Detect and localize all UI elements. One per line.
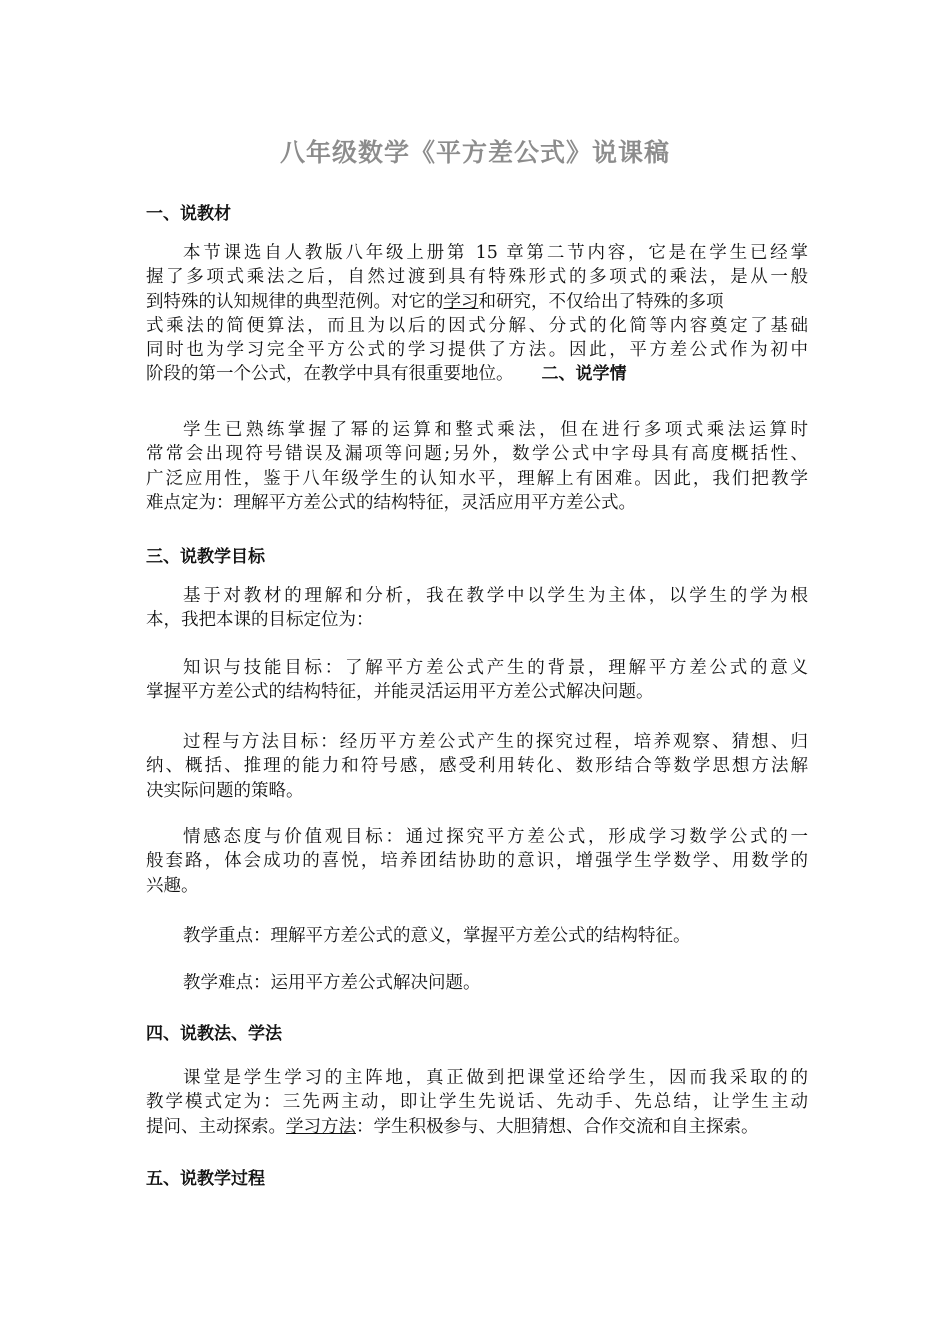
paragraph-line: 课堂是学生学习的主阵地，真正做到把课堂还给学生，因而我采取的的 [183,1068,808,1088]
section-heading-methods: 四、说教法、学法 [146,1024,282,1044]
paragraph-line: 教学重点：理解平方差公式的意义，掌握平方差公式的结构特征。 [183,926,691,946]
paragraph-line: 过程与方法目标：经历平方差公式产生的探究过程，培养观察、猜想、归 [183,732,808,752]
paragraph-line: 知识与技能目标：了解平方差公式产生的背景，理解平方差公式的意义 [183,658,808,678]
paragraph-line [146,362,808,386]
section-heading-teaching-process: 五、说教学过程 [146,1169,265,1189]
key-point-paragraph [146,924,808,948]
paragraph-line: 般套路，体会成功的喜悦，培养团结协助的意识，增强学生学数学、用数学的 [146,851,808,872]
difficulty-paragraph [146,971,808,995]
paragraph-line: 握了多项式乘法之后，自然过渡到具有特殊形式的多项式的乘法，是从一般 [146,267,808,288]
link-study[interactable]: 学习 [443,291,479,312]
paragraph-line: 情感态度与价值观目标：通过探究平方差公式，形成学习数学公式的一 [183,827,808,847]
paragraph-line: 教学难点：运用平方差公式解决问题。 [183,973,481,993]
goals-intro-paragraph [146,584,808,633]
paragraph-line: 同时也为学习完全平方公式的学习提供了方法。因此，平方差公式作为初中 [146,340,808,361]
goals-process-paragraph [146,730,808,803]
section-heading-teaching-material: 一、说教材 [146,204,231,224]
section-heading-teaching-goals: 三、说教学目标 [146,547,265,567]
text-segment: 和研究，不仅给出了特殊的多项 [478,291,724,312]
paragraph-line: 难点定为：理解平方差公式的结构特征，灵活应用平方差公式。 [146,492,636,513]
text-segment: 到特殊的认知规律的典型范例。对它的 [146,291,444,312]
link-study-method[interactable]: 学习方法 [286,1116,356,1137]
page-title: 八年级数学《平方差公式》说课稿 [279,138,670,167]
section-teaching-material-paragraph [146,241,808,387]
paragraph-line: 广泛应用性，鉴于八年级学生的认知水平，理解上有困难。因此，我们把教学 [146,468,808,489]
goals-knowledge-paragraph [146,656,808,705]
paragraph-line: 兴趣。 [146,875,199,896]
paragraph-line: 纳、概括、推理的能力和符号感，感受利用转化、数形结合等数学思想方法解 [146,756,808,777]
goals-emotion-paragraph [146,825,808,898]
paragraph-line: 决实际问题的策略。 [146,780,304,801]
paragraph-line: 掌握平方差公式的结构特征，并能灵活运用平方差公式解决问题。 [146,682,654,703]
section-methods-paragraph [146,1066,808,1139]
section-student-analysis-paragraph [146,418,808,515]
paragraph-line: 式乘法的简便算法，而且为以后的因式分解、分式的化简等内容奠定了基础 [146,315,808,336]
paragraph-line: 基于对教材的理解和分析，我在教学中以学生为主体，以学生的学为根 [183,586,808,606]
paragraph-line: 学生已熟练掌握了幂的运算和整式乘法，但在进行多项式乘法运算时 [183,420,808,440]
text-segment: ：学生积极参与、大胆猜想、合作交流和自主探索。 [356,1116,759,1137]
text-segment: 阶段的第一个公式，在教学中具有很重要地位。 [146,364,514,385]
paragraph-line: 本，我把本课的目标定位为： [146,610,374,631]
paragraph-line: 常常会出现符号错误及漏项等问题;另外，数学公式中字母具有高度概括性、 [146,444,808,465]
paragraph-line [146,290,808,314]
paragraph-line: 教学模式定为：三先两主动，即让学生先说话、先动手、先总结，让学生主动 [146,1092,808,1113]
section-heading-student-analysis: 二、说学情 [541,364,627,385]
text-segment: 提问、主动探索。 [146,1116,286,1137]
paragraph-line: 本节课选自人教版八年级上册第 15 章第二节内容，它是在学生已经掌 [183,243,808,263]
paragraph-line [146,1115,808,1139]
